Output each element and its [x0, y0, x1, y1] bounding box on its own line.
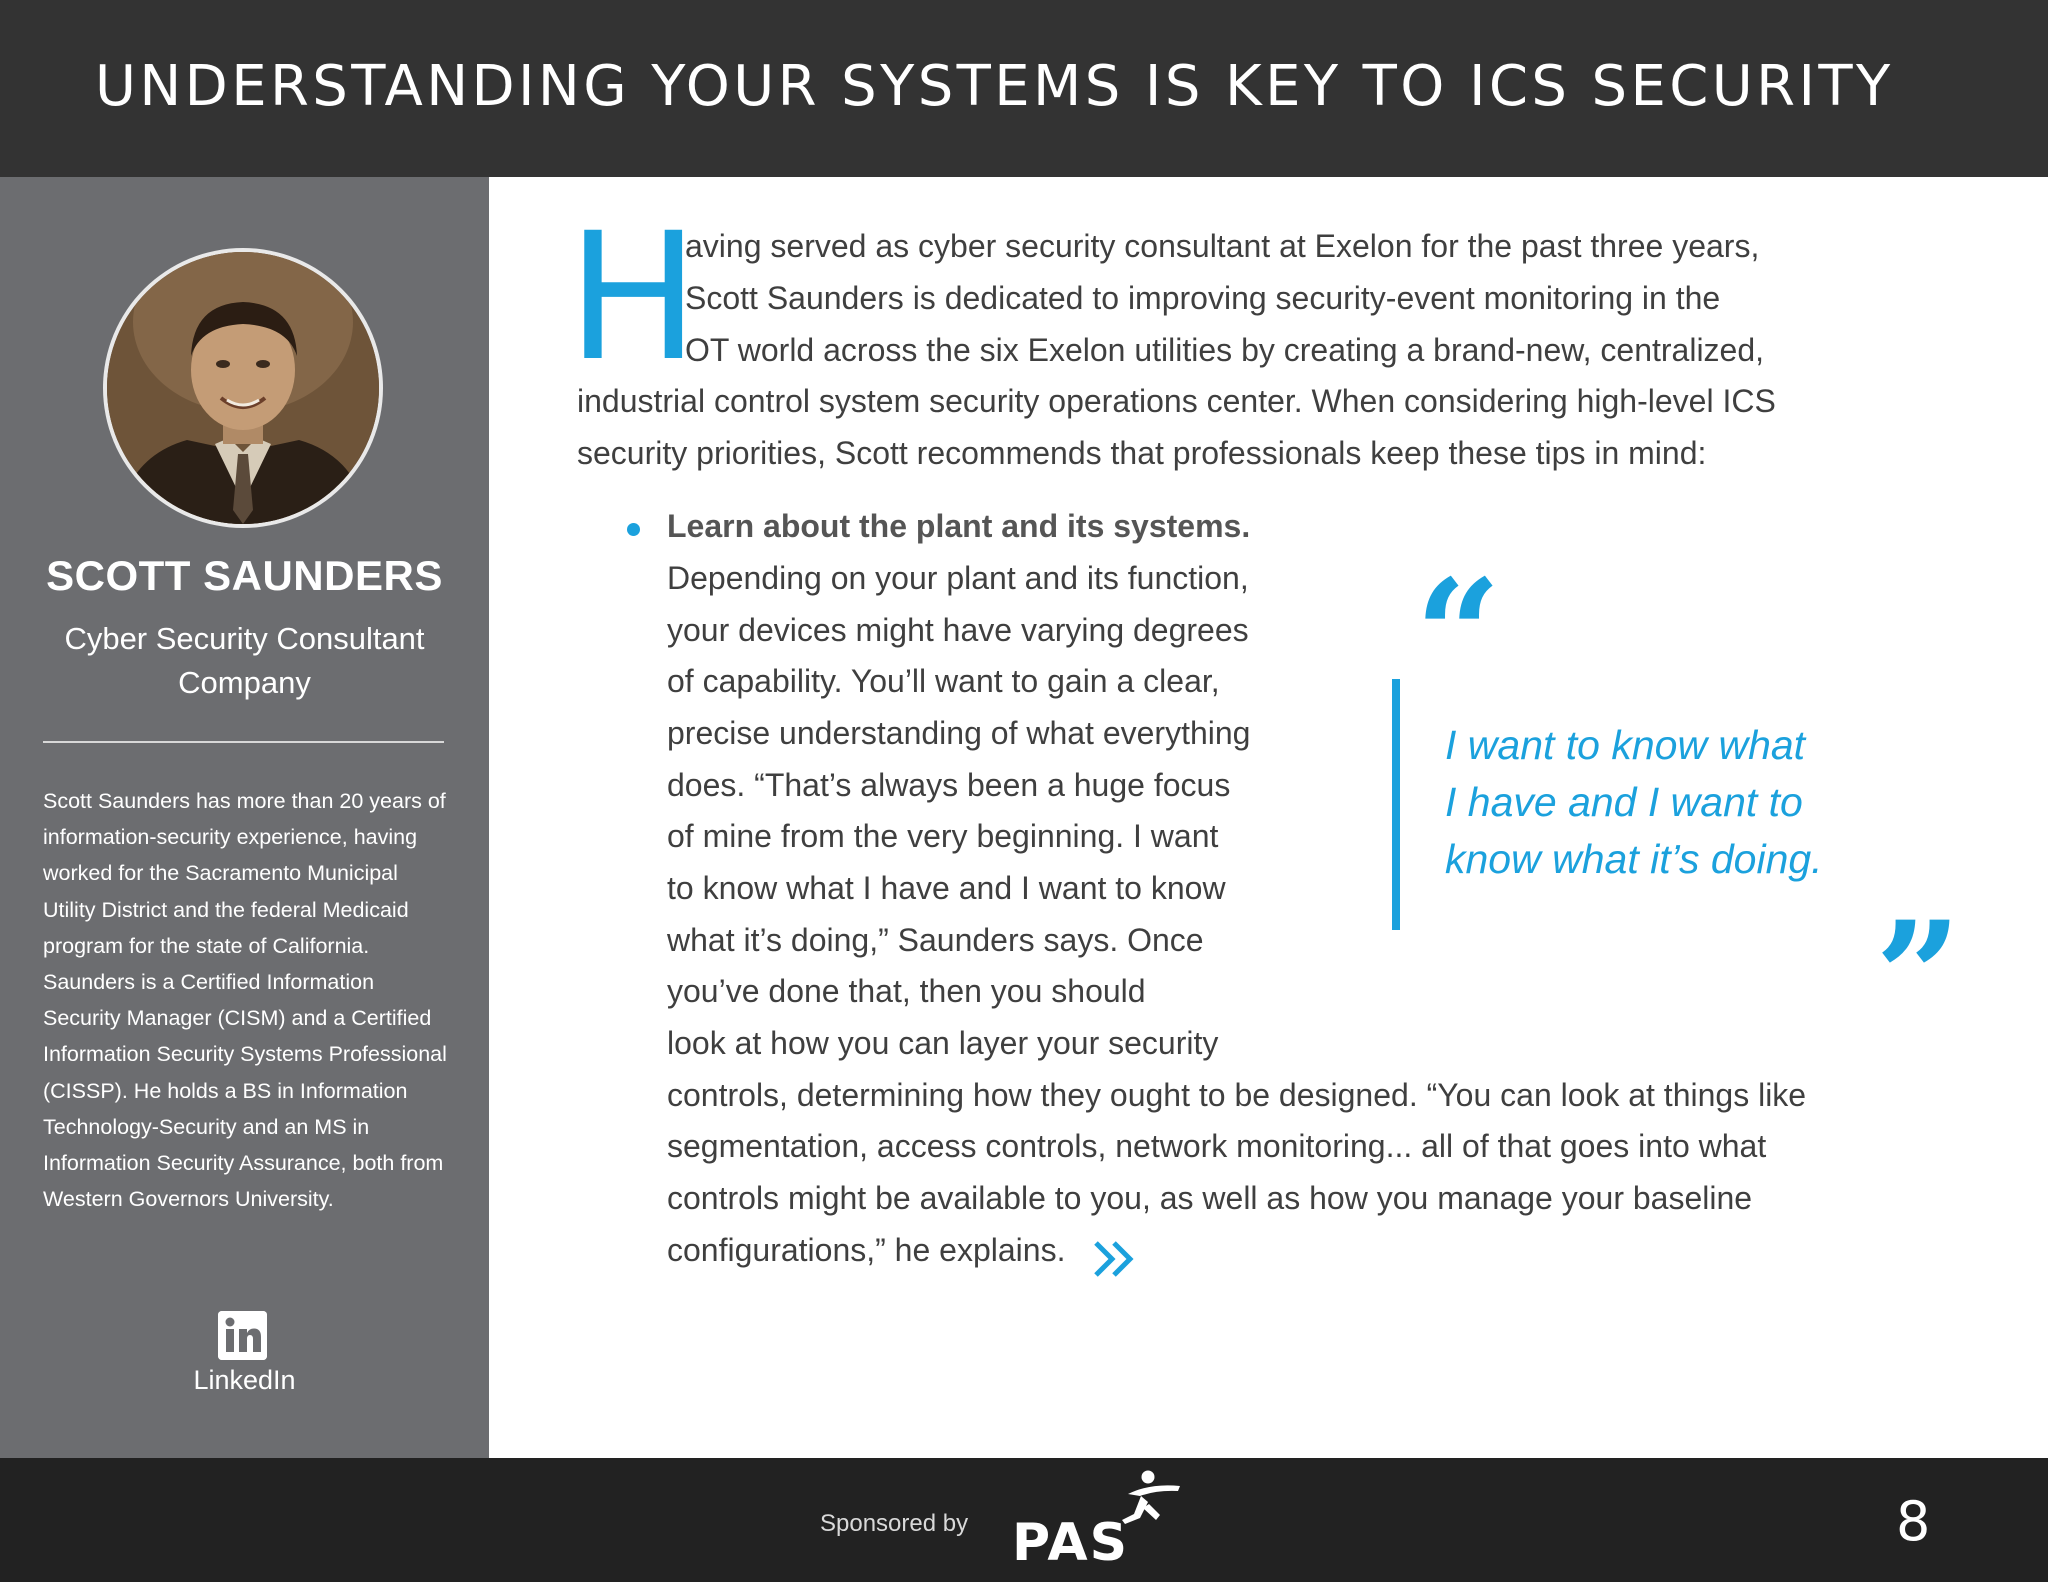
tip-line: to know what I have and I want to know — [667, 870, 1226, 906]
pull-quote-bar — [1392, 679, 1400, 930]
tip-line: controls might be available to you, as well as how you manage your baseline — [667, 1180, 1753, 1216]
tip-line: what it’s doing,” Saunders says. Once — [667, 922, 1204, 958]
tip-line: of mine from the very beginning. I want — [667, 818, 1219, 854]
sponsored-label: Sponsored by — [820, 1510, 969, 1537]
intro-line: industrial control system security operations center. When considering high-level ICS — [577, 383, 1776, 419]
tip-line: you’ve done that, then you should — [667, 973, 1146, 1009]
double-chevron-right-icon[interactable] — [1090, 1237, 1140, 1281]
author-company-line: Company — [178, 665, 311, 700]
intro-line: security priorities, Scott recommends that professionals keep these tips in mind: — [577, 435, 1707, 471]
linkedin-glyph — [218, 1311, 267, 1360]
tip-line: configurations,” he explains. — [667, 1232, 1066, 1268]
linkedin-icon[interactable] — [218, 1311, 267, 1360]
pull-quote-line: I have and I want to — [1445, 779, 1803, 825]
author-bio: Scott Saunders has more than 20 years of information-security experience, having worked for the Sacramento Municipal Utility District and the federal Medicaid program for the state of California. Saunders is a Certified Information Security Manager (CISM) and a Certified Information Security Systems Professional (CISSP). He holds a BS in Information Technology-Security and an MS in Information Security Assurance, both from Western Governors University. — [43, 789, 447, 1212]
tip-heading: Learn about the plant and its systems. — [667, 508, 1251, 544]
intro-line: Scott Saunders is dedicated to improving security-event monitoring in the — [685, 280, 1721, 316]
author-portrait-image — [107, 252, 379, 524]
intro-line: OT world across the six Exelon utilities by creating a brand-new, centralized, — [685, 332, 1765, 368]
pull-quote-line: know what it’s doing. — [1445, 836, 1823, 882]
open-quote-mark: “ — [1415, 547, 1502, 723]
author-role-line: Cyber Security Consultant — [64, 621, 425, 656]
tip-line: controls, determining how they ought to be designed. “You can look at things like — [667, 1077, 1807, 1113]
pull-quote-line: I want to know what — [1445, 722, 1806, 768]
drop-cap: H — [567, 195, 700, 400]
pas-logo — [1010, 1468, 1185, 1566]
tip-line: of capability. You’ll want to gain a clear, — [667, 663, 1220, 699]
intro-line: aving served as cyber security consultant at Exelon for the past three years, — [685, 228, 1760, 264]
bullet-dot — [627, 523, 640, 536]
page-title: UNDERSTANDING YOUR SYSTEMS IS KEY TO ICS SECURITY — [95, 54, 1894, 119]
author-role — [40, 617, 449, 705]
tip-line: segmentation, access controls, network monitoring... all of that goes into what — [667, 1128, 1767, 1164]
close-quote-mark: ” — [1875, 889, 1962, 1065]
tip-line: precise understanding of what everything — [667, 715, 1251, 751]
author-photo — [107, 252, 379, 524]
linkedin-link[interactable]: LinkedIn — [193, 1365, 296, 1395]
tip-line: your devices might have varying degrees — [667, 612, 1249, 648]
author-photo-frame — [103, 248, 383, 528]
sidebar-divider — [43, 741, 444, 743]
tip-line: Depending on your plant and its function, — [667, 560, 1249, 596]
tip-line: does. “That’s always been a huge focus — [667, 767, 1231, 803]
author-name: SCOTT SAUNDERS — [46, 552, 443, 599]
tip-line: look at how you can layer your security — [667, 1025, 1219, 1061]
page-number: 8 — [1896, 1490, 1931, 1553]
pas-logo-text: PAS — [1012, 1513, 1130, 1566]
page-header — [0, 0, 2048, 177]
